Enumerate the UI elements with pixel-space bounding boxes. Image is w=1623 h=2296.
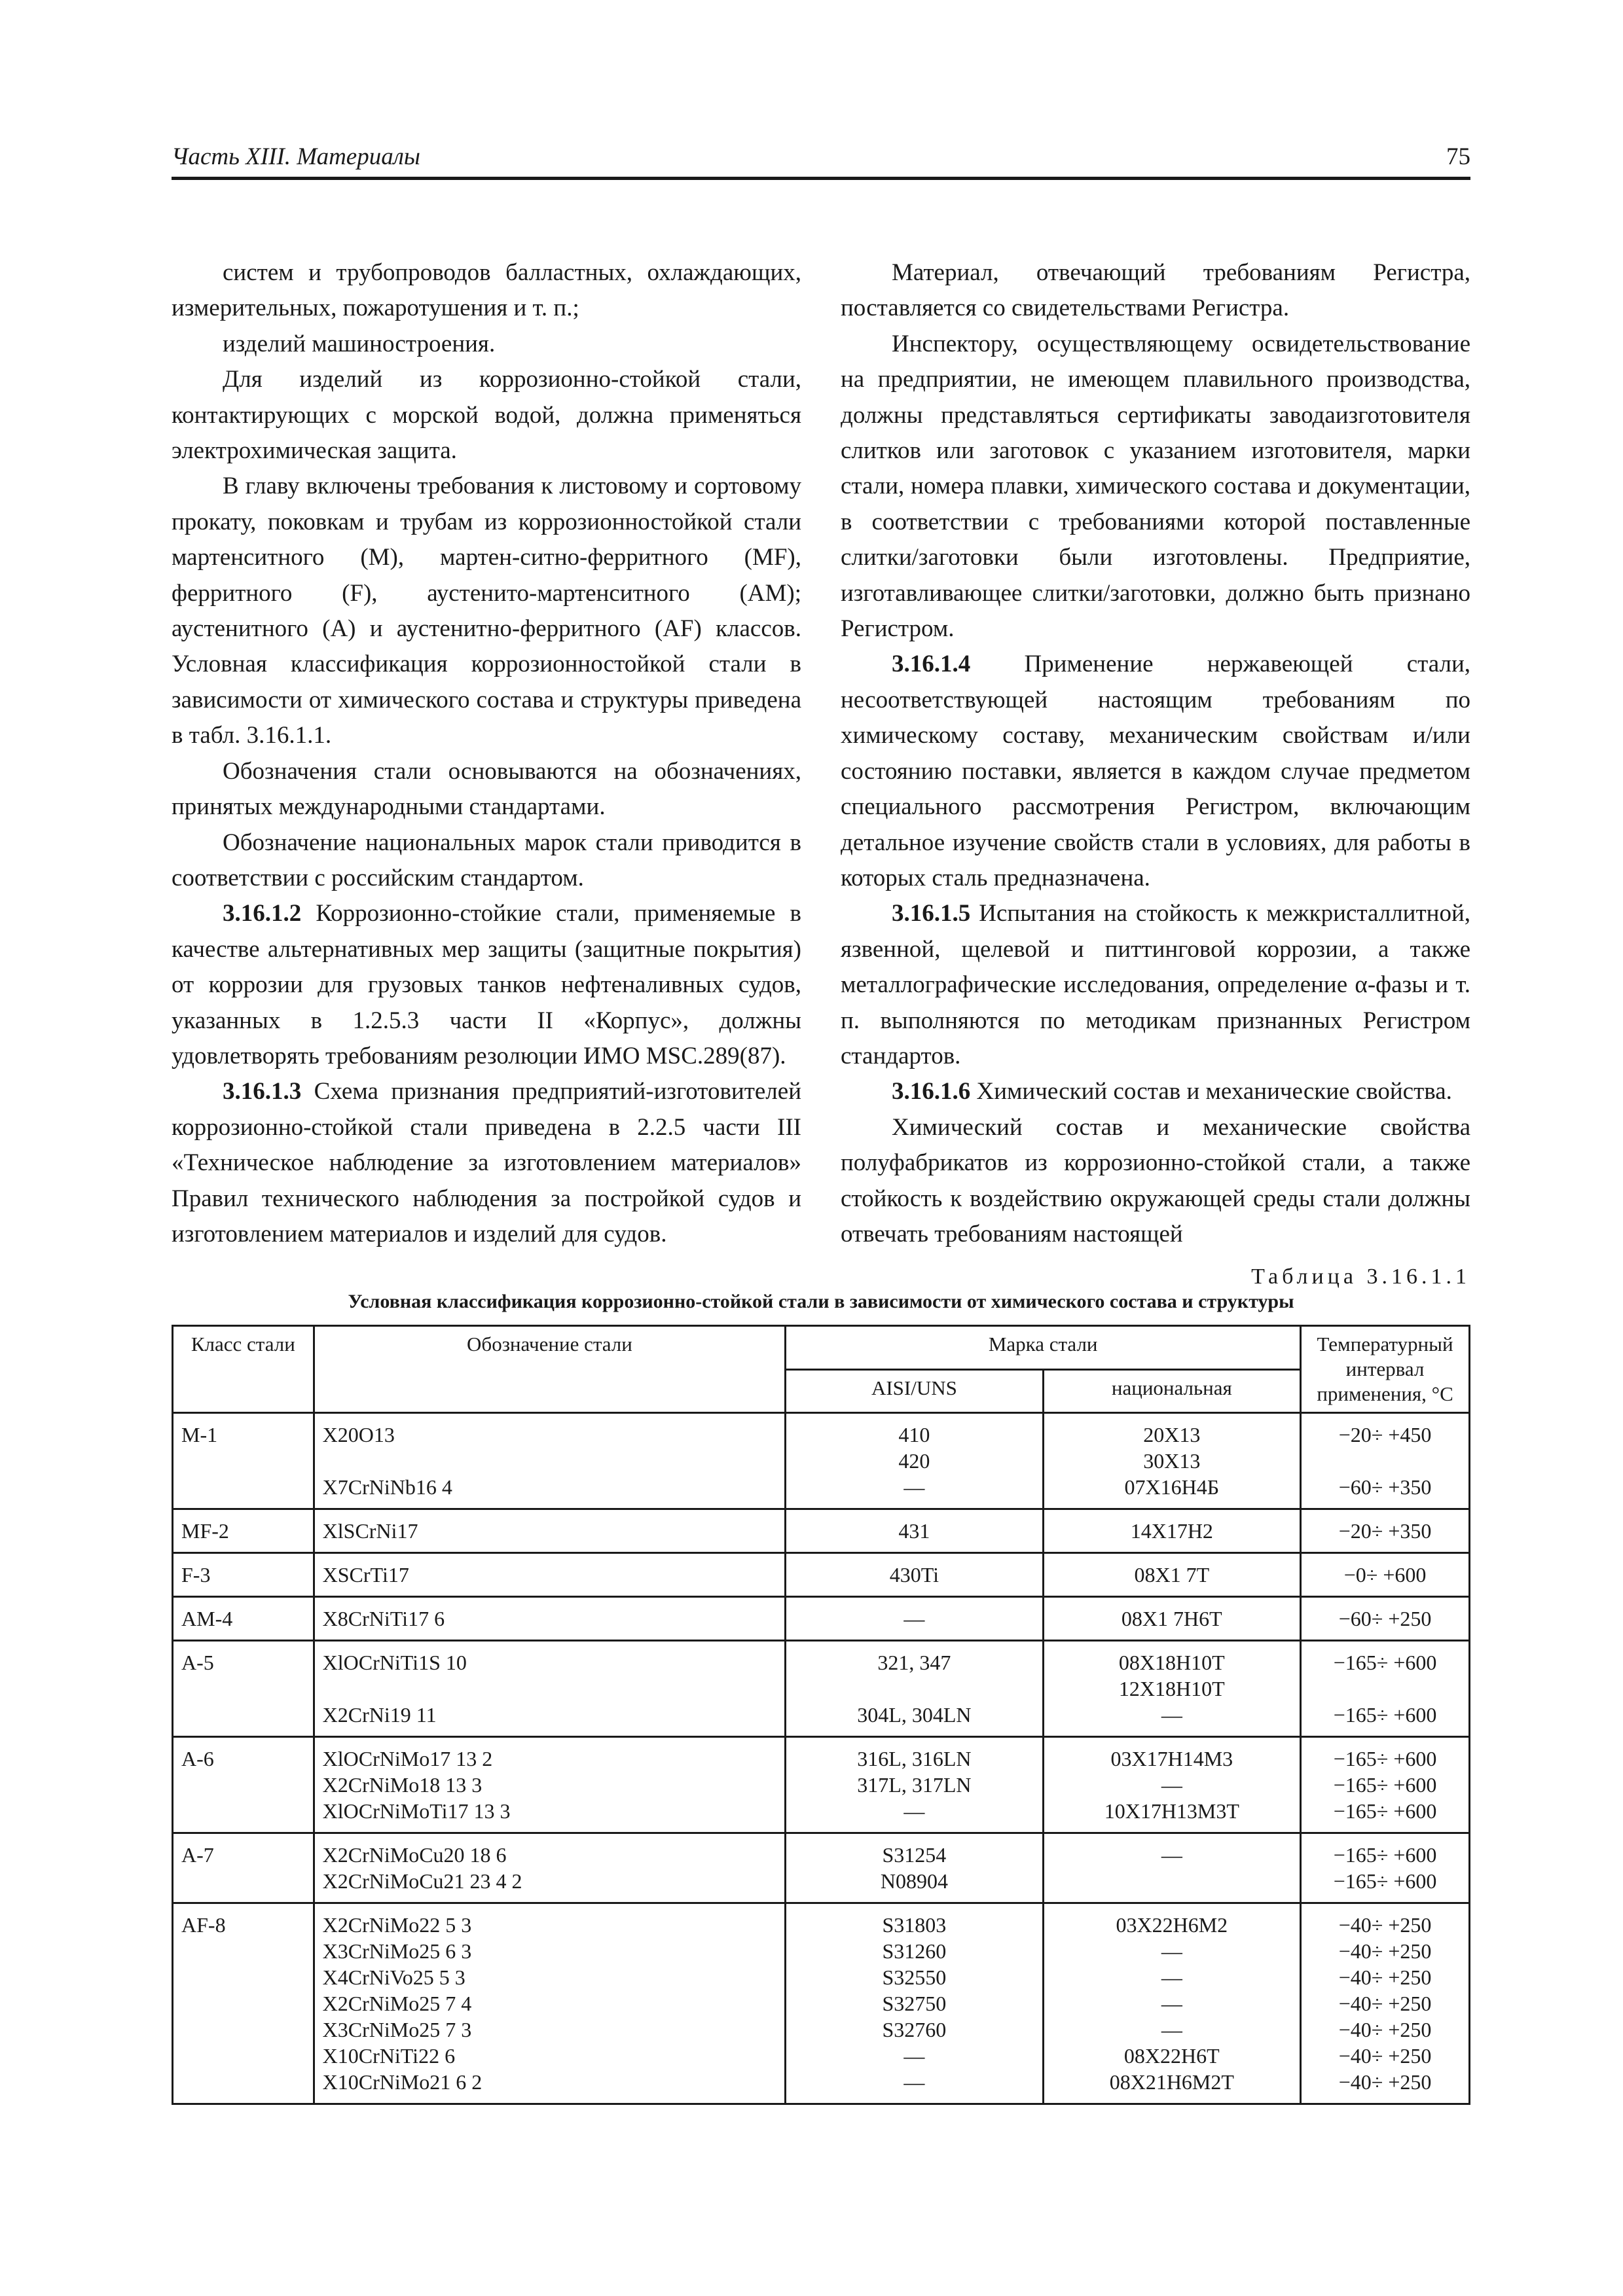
cell-line: 08X1 7T <box>1134 1563 1210 1587</box>
cell-line: −165÷ +600 <box>1333 1843 1437 1867</box>
header-designation: Обозначение стали <box>314 1326 786 1413</box>
cell-line <box>323 1448 777 1474</box>
cell-line: F-3 <box>181 1563 211 1587</box>
section-paragraph <box>841 896 1470 1074</box>
cell-national <box>1043 1509 1301 1553</box>
cell-line: 316L, 316LN <box>857 1747 972 1770</box>
cell-national <box>1043 1597 1301 1641</box>
section-paragraph <box>841 647 1470 896</box>
cell-line: 420 <box>898 1449 930 1473</box>
cell-line: X2CrNi19 11 <box>322 1703 437 1727</box>
cell-aisi <box>786 1553 1043 1597</box>
cell-class <box>173 1903 314 2104</box>
section-text: Применение нержавеющей стали, несоответствующей настоящим требованиям по химическому составу, механическим свойствам и/или состоянию поставки, является в каждом случае предметом специального рассмотрения Регистром, включающим детальное изучение свойств стали в условиях, для работы в которых сталь предназначена. <box>841 651 1470 891</box>
cell-aisi <box>786 1413 1043 1509</box>
cell-line: −60÷ +350 <box>1338 1475 1432 1499</box>
table-body <box>173 1413 1470 2104</box>
cell-line: S32750 <box>882 1992 947 2015</box>
section-paragraph <box>841 1074 1470 1109</box>
table-row <box>173 1509 1470 1553</box>
cell-line: X10CrNiMo21 6 2 <box>322 2070 483 2094</box>
paragraph: В главу включены требования к листовому и сортовому прокату, поковкам и трубам из коррозионностойкой стали мартенситного (М), мартен-ситно-ферритного (MF), ферритного (F), аустенито-мартенситного (AM); аустенитного (А) и аустенитно-ферритного (AF) классов. Условная классификация коррозионностойкой стали в зависимости от химического состава и структуры приведена в табл. 3.16.1.1. <box>172 473 801 749</box>
cell-national <box>1043 1641 1301 1737</box>
cell-line: −165÷ +600 <box>1333 1651 1437 1674</box>
cell-line: −40÷ +250 <box>1338 1939 1432 1963</box>
cell-line: — <box>903 2070 925 2094</box>
paragraph: Материал, отвечающий требованиям Регистра, поставляется со свидетельствами Регистра. <box>841 259 1470 322</box>
cell-line: −20÷ +450 <box>1338 1423 1432 1446</box>
right-column <box>841 255 1470 1252</box>
cell-aisi <box>786 1903 1043 2104</box>
cell-line <box>1309 1676 1461 1702</box>
cell-line: −40÷ +250 <box>1338 2070 1432 2094</box>
section-text: Схема признания предприятий-изготовителей коррозионно-стойкой стали приведена в 2.2.5 части III «Техническое наблюдение за изготовлением материалов» Правил технического наблюдения за постройкой судов и изготовлением материалов и изделий для судов. <box>172 1078 801 1247</box>
cell-line: — <box>1161 1939 1182 1963</box>
cell-line: N08904 <box>880 1869 948 1893</box>
cell-line: X3CrNiMo25 7 3 <box>322 2018 472 2041</box>
steel-classification-table <box>172 1325 1470 2105</box>
cell-line: X2CrNiMo25 7 4 <box>322 1992 472 2015</box>
cell-class <box>173 1737 314 1833</box>
cell-line: X2CrNiMo18 13 3 <box>322 1773 483 1797</box>
cell-line: S32760 <box>882 2018 947 2041</box>
cell-national <box>1043 1833 1301 1903</box>
paragraph: Химический состав и механические свойства полуфабрикатов из коррозионно-стойкой стали, а также стойкость к воздействию окружающей среды стали должны отвечать требованиям настоящей <box>841 1113 1470 1247</box>
cell-temperature <box>1301 1903 1470 2104</box>
cell-line: — <box>903 2044 925 2068</box>
table-row <box>173 1903 1470 2104</box>
cell-line: 03X22H6M2 <box>1116 1913 1228 1937</box>
cell-line: XlSCrNi17 <box>322 1519 418 1543</box>
paragraph: систем и трубопроводов балластных, охлаждающих, измерительных, пожаротушения и т. п.; <box>172 259 801 322</box>
cell-temperature <box>1301 1597 1470 1641</box>
cell-line: 08X18H10T <box>1118 1651 1225 1674</box>
cell-line: 410 <box>898 1423 930 1446</box>
cell-temperature <box>1301 1641 1470 1737</box>
section-text: Коррозионно-стойкие стали, применяемые в качестве альтернативных мер защиты (защитные покрытия) от коррозии для грузовых танков нефтеналивных судов, указанных в 1.2.5.3 части II «Корпус», должны удовлетворять требованиям резолюции ИМО MSC.289(87). <box>172 900 801 1069</box>
cell-line: X7CrNiNb16 4 <box>322 1475 452 1499</box>
cell-line: X4CrNiVo25 5 3 <box>322 1965 465 1989</box>
cell-class <box>173 1597 314 1641</box>
cell-designation <box>314 1413 786 1509</box>
paragraph: Для изделий из коррозионно-стойкой стали, контактирующих с морской водой, должна применяться электрохимическая защита. <box>172 366 801 465</box>
cell-line: — <box>1161 1843 1182 1867</box>
cell-line: — <box>1161 2018 1182 2041</box>
cell-line: −165÷ +600 <box>1333 1869 1437 1893</box>
cell-aisi <box>786 1641 1043 1737</box>
table-row <box>173 1413 1470 1509</box>
cell-line: −40÷ +250 <box>1338 2018 1432 2041</box>
cell-designation <box>314 1553 786 1597</box>
cell-line: −165÷ +600 <box>1333 1773 1437 1797</box>
cell-line: 08X1 7H6T <box>1121 1607 1222 1630</box>
cell-line: 321, 347 <box>877 1651 951 1674</box>
paragraph: изделий машиностроения. <box>223 330 496 357</box>
paragraph: Обозначения стали основываются на обозначениях, принятых международными стандартами. <box>172 757 801 821</box>
header-temp: Температурный интервал применения, °С <box>1301 1326 1470 1413</box>
paragraph: Инспектору, осуществляющему освидетельствование на предприятии, не имеющем плавильного производства, должны представляться сертификаты заводаизготовителя слитков или заготовок с указанием изготовителя, марки стали, номера плавки, химического состава и документации, в соответствии с требованиями которой поставленные слитки/заготовки были изготовлены. Предприятие, изготавливающее слитки/заготовки, должно быть признано Регистром. <box>841 330 1470 643</box>
cell-line: AM-4 <box>181 1607 233 1630</box>
cell-line <box>1052 1868 1292 1894</box>
cell-line: A-5 <box>181 1651 214 1674</box>
cell-line: 08X21H6M2T <box>1109 2070 1234 2094</box>
cell-line: 30X13 <box>1143 1449 1201 1473</box>
section-number: 3.16.1.6 <box>892 1078 971 1105</box>
table-row <box>173 1641 1470 1737</box>
table-row <box>173 1737 1470 1833</box>
cell-line: A-6 <box>181 1747 214 1770</box>
cell-line: XlOCrNiTi1S 10 <box>322 1651 467 1674</box>
cell-line: XlOCrNiMoTi17 13 3 <box>322 1799 511 1823</box>
section-number: 3.16.1.3 <box>223 1078 302 1105</box>
cell-temperature <box>1301 1413 1470 1509</box>
cell-line: — <box>903 1799 925 1823</box>
cell-line: 430Ti <box>889 1563 939 1587</box>
header-national: национальная <box>1043 1369 1301 1413</box>
cell-line: X2CrNiMoCu21 23 4 2 <box>322 1869 522 1893</box>
cell-line: −40÷ +250 <box>1338 1965 1432 1989</box>
cell-line: A-7 <box>181 1843 214 1867</box>
header-class: Класс стали <box>173 1326 314 1413</box>
section-paragraph <box>172 1074 801 1252</box>
cell-line: AF-8 <box>181 1913 226 1937</box>
cell-line: −0÷ +600 <box>1343 1563 1427 1587</box>
cell-temperature <box>1301 1833 1470 1903</box>
cell-designation <box>314 1737 786 1833</box>
header-aisi: AISI/UNS <box>786 1369 1043 1413</box>
cell-line: −165÷ +600 <box>1333 1747 1437 1770</box>
cell-line: 12X18H10T <box>1118 1677 1225 1700</box>
cell-line: −40÷ +250 <box>1338 2044 1432 2068</box>
cell-line: MF-2 <box>181 1519 229 1543</box>
cell-aisi <box>786 1597 1043 1641</box>
cell-national <box>1043 1413 1301 1509</box>
cell-national <box>1043 1553 1301 1597</box>
cell-line: S32550 <box>882 1965 947 1989</box>
cell-line <box>323 1676 777 1702</box>
section-number: 3.16.1.5 <box>892 900 971 927</box>
cell-line: — <box>1161 1992 1182 2015</box>
cell-aisi <box>786 1509 1043 1553</box>
cell-line: 431 <box>898 1519 930 1543</box>
cell-line: XlOCrNiMo17 13 2 <box>322 1747 493 1770</box>
cell-national <box>1043 1903 1301 2104</box>
header-rule <box>172 177 1470 180</box>
cell-line: −165÷ +600 <box>1333 1799 1437 1823</box>
cell-line: −20÷ +350 <box>1338 1519 1432 1543</box>
cell-line: 03X17H14M3 <box>1110 1747 1233 1770</box>
cell-line: XSCrTi17 <box>322 1563 409 1587</box>
table-label: Таблица 3.16.1.1 <box>1251 1265 1470 1289</box>
page-number: 75 <box>1446 143 1470 170</box>
cell-line: X3CrNiMo25 6 3 <box>322 1939 472 1963</box>
cell-line: 14X17H2 <box>1130 1519 1213 1543</box>
cell-class <box>173 1833 314 1903</box>
cell-line <box>794 1676 1034 1702</box>
cell-class <box>173 1641 314 1737</box>
cell-line: — <box>903 1607 925 1630</box>
cell-aisi <box>786 1833 1043 1903</box>
cell-line: 08X22H6T <box>1123 2044 1220 2068</box>
cell-temperature <box>1301 1737 1470 1833</box>
cell-temperature <box>1301 1509 1470 1553</box>
cell-designation <box>314 1641 786 1737</box>
cell-class <box>173 1413 314 1509</box>
table-row <box>173 1833 1470 1903</box>
cell-designation <box>314 1597 786 1641</box>
cell-designation <box>314 1903 786 2104</box>
cell-class <box>173 1553 314 1597</box>
left-column <box>172 255 801 1252</box>
section-text: Испытания на стойкость к межкристаллитной, язвенной, щелевой и питтинговой коррозии, а также металлографические исследования, определение α-фазы и т. п. выполняются по методикам признанных Регистром стандартов. <box>841 900 1470 1069</box>
cell-line: 304L, 304LN <box>857 1703 972 1727</box>
cell-line: X2CrNiMoCu20 18 6 <box>322 1843 507 1867</box>
cell-line: S31254 <box>882 1843 947 1867</box>
section-number: 3.16.1.4 <box>892 651 971 678</box>
cell-line: X10CrNiTi22 6 <box>322 2044 456 2068</box>
cell-line: — <box>1161 1965 1182 1989</box>
cell-designation <box>314 1833 786 1903</box>
cell-line: 07X16H4Б <box>1124 1475 1220 1499</box>
table-row <box>173 1597 1470 1641</box>
cell-line: X8CrNiTi17 6 <box>322 1607 445 1630</box>
table-row <box>173 1553 1470 1597</box>
cell-line: S31260 <box>882 1939 947 1963</box>
cell-aisi <box>786 1737 1043 1833</box>
cell-line: — <box>1161 1703 1182 1727</box>
cell-line <box>1309 1448 1461 1474</box>
cell-temperature <box>1301 1553 1470 1597</box>
cell-line: 317L, 317LN <box>857 1773 972 1797</box>
cell-line: −165÷ +600 <box>1333 1703 1437 1727</box>
cell-line: — <box>903 1475 925 1499</box>
cell-designation <box>314 1509 786 1553</box>
paragraph: Обозначение национальных марок стали приводится в соответствии с российским стандартом. <box>172 829 801 891</box>
header-grade: Марка стали <box>786 1326 1301 1370</box>
table-header-row <box>173 1326 1470 1370</box>
section-paragraph <box>172 896 801 1074</box>
cell-line: X20O13 <box>322 1423 395 1446</box>
cell-line: M-1 <box>181 1423 218 1446</box>
cell-line: −40÷ +250 <box>1338 1913 1432 1937</box>
cell-line: −40÷ +250 <box>1338 1992 1432 2015</box>
cell-line: X2CrNiMo22 5 3 <box>322 1913 472 1937</box>
cell-national <box>1043 1737 1301 1833</box>
cell-line: S31803 <box>882 1913 947 1937</box>
section-text: Химический состав и механические свойства. <box>970 1078 1452 1105</box>
running-header <box>172 143 1470 175</box>
cell-class <box>173 1509 314 1553</box>
section-number: 3.16.1.2 <box>223 900 302 927</box>
part-title: Часть XIII. Материалы <box>172 143 420 170</box>
cell-line: 20X13 <box>1143 1423 1201 1446</box>
cell-line: −60÷ +250 <box>1338 1607 1432 1630</box>
cell-line: 10X17H13M3T <box>1104 1799 1239 1823</box>
table-caption: Условная классификация коррозионно-стойкой стали в зависимости от химического состава и структуры <box>348 1291 1294 1312</box>
cell-line: — <box>1161 1773 1182 1797</box>
